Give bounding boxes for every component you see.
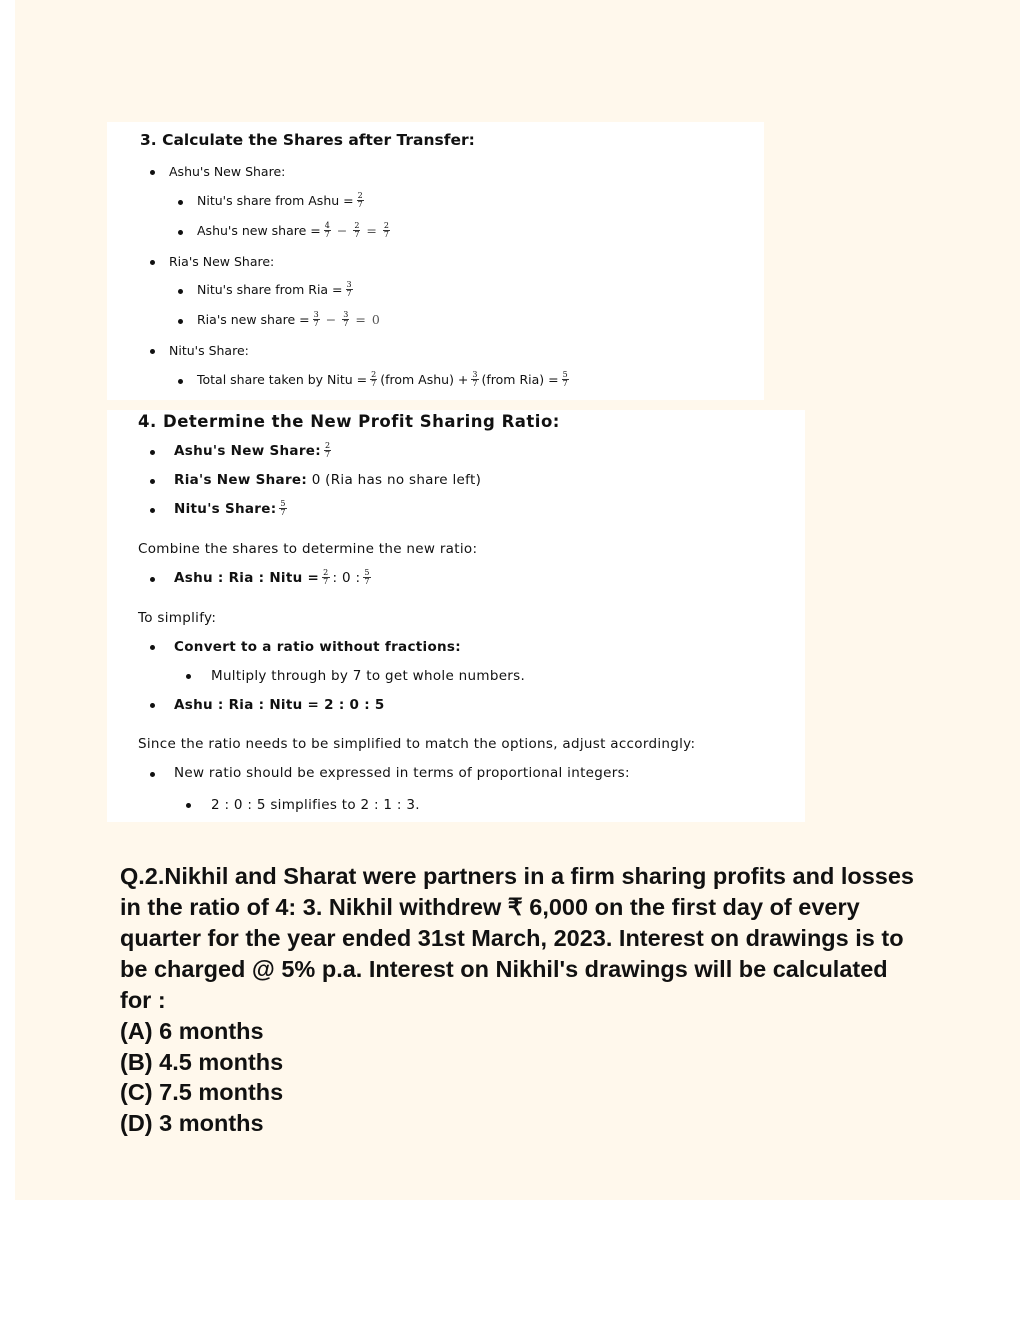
- fraction: $\frac{2}{7}$: [323, 568, 329, 586]
- combine-text: Combine the shares to determine the new ratio:: [138, 541, 478, 557]
- bullet-icon: [186, 803, 191, 808]
- ashu-new-share-label: Ashu's New Share:: [169, 164, 286, 179]
- option-b: (B) 4.5 months: [120, 1049, 284, 1075]
- bullet-icon: [186, 674, 191, 679]
- step-4-heading: 4. Determine the New Profit Sharing Ratio:: [138, 412, 560, 431]
- bullet-icon: [150, 645, 155, 650]
- bullet-icon: [178, 200, 183, 205]
- ashu-new-share-calc: Ashu's new share = $\frac{4}{7}$ − $\frac{2}{7}$ = $\frac{2}{7}$: [197, 221, 389, 239]
- nitu-share-label: Nitu's Share:: [169, 343, 249, 358]
- ratio-whole: Ashu : Ria : Nitu = 2 : 0 : 5: [174, 697, 385, 713]
- bullet-icon: [178, 230, 183, 235]
- nitu-share: Nitu's Share: 5 7: [174, 499, 286, 517]
- fraction: $\frac{2}{7}$: [371, 370, 377, 388]
- solution-step-4-card: [107, 410, 805, 822]
- fraction: $\frac{3}{7}$: [343, 310, 349, 328]
- fraction: $\frac{2}{7}$: [354, 221, 360, 239]
- since-text: Since the ratio needs to be simplified to match the options, adjust accordingly:: [138, 736, 696, 752]
- ratio-fractions: Ashu : Ria : Nitu = $\frac{2}{7}$ : 0 : 5 7: [174, 568, 370, 586]
- bullet-icon: [150, 577, 155, 582]
- fraction: $\frac{4}{7}$: [324, 221, 330, 239]
- step-3-heading: 3. Calculate the Shares after Transfer:: [140, 131, 475, 149]
- fraction: $\frac{3}{7}$: [313, 310, 319, 328]
- bullet-icon: [178, 319, 183, 324]
- simplifies-text: 2 : 0 : 5 simplifies to 2 : 1 : 3.: [211, 797, 420, 813]
- total-nitu-share-calc: Total share taken by Nitu = $\frac{2}{7}$ (from Ashu) + $\frac{3}{7}$ (from Ria) = $\frac{5}{7}$: [197, 370, 568, 388]
- solution-step-3-card: [107, 122, 764, 400]
- ria-new-share: Ria's New Share: 0 (Ria has no share left): [174, 472, 482, 488]
- simplify-text: To simplify:: [138, 610, 217, 626]
- option-c: (C) 7.5 months: [120, 1079, 284, 1105]
- bullet-icon: [150, 703, 155, 708]
- fraction: $\frac{2}{7}$: [383, 221, 389, 239]
- bullet-icon: [150, 508, 155, 513]
- fraction: $\frac{2}{7}$: [357, 191, 363, 209]
- fraction: $\frac{3}{7}$: [472, 370, 478, 388]
- bullet-icon: [150, 260, 155, 265]
- fraction: 5 7: [364, 568, 370, 586]
- bullet-icon: [178, 289, 183, 294]
- nitu-share-from-ashu: Nitu's share from Ashu = $\frac{2}{7}$: [197, 191, 363, 209]
- bullet-icon: [150, 450, 155, 455]
- fraction: $\frac{5}{7}$: [562, 370, 568, 388]
- fraction: 5 7: [280, 499, 286, 517]
- bullet-icon: [150, 349, 155, 354]
- nitu-share-from-ria: Nitu's share from Ria = $\frac{3}{7}$: [197, 280, 352, 298]
- bullet-icon: [150, 772, 155, 777]
- convert-text: Convert to a ratio without fractions:: [174, 639, 461, 655]
- option-d: (D) 3 months: [120, 1110, 264, 1136]
- fraction: 2 7: [324, 441, 331, 459]
- option-a: (A) 6 months: [120, 1018, 264, 1044]
- ashu-new-share: Ashu's New Share: 2 7: [174, 441, 331, 459]
- question-text: Q.2.Nikhil and Sharat were partners in a firm sharing profits and losses in the ratio of 4: 3. Nikhil withdrew ₹ 6,000 on the first day of every quarter for the year ended 31st March, 2023. Interest on drawings is to be charged @ 5% p.a. Interest on Nikhil's drawings will be calculated for :: [120, 863, 914, 1013]
- bullet-icon: [178, 379, 183, 384]
- fraction: $\frac{3}{7}$: [346, 280, 352, 298]
- bullet-icon: [150, 170, 155, 175]
- ria-new-share-label: Ria's New Share:: [169, 254, 275, 269]
- new-ratio-text: New ratio should be expressed in terms of proportional integers:: [174, 765, 630, 781]
- multiply-text: Multiply through by 7 to get whole numbers.: [211, 668, 526, 684]
- bullet-icon: [150, 479, 155, 484]
- ria-new-share-calc: Ria's new share = $\frac{3}{7}$ − $\frac{3}{7}$ = 0: [197, 310, 380, 328]
